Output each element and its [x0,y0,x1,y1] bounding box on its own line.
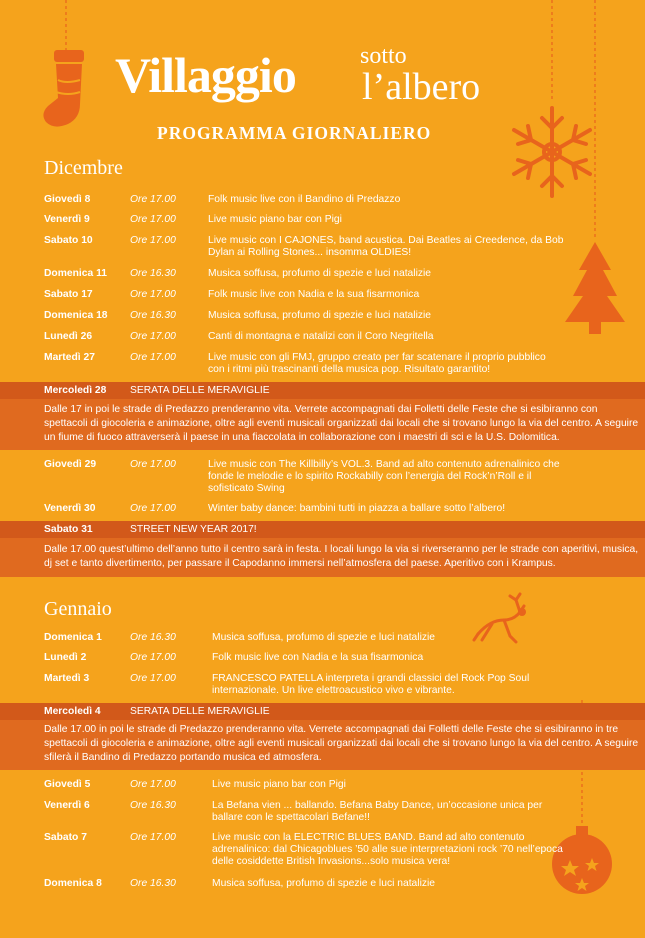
event-day: Domenica 11 [44,268,107,279]
poster-header [0,0,645,150]
title-sotto: sotto [360,43,407,69]
event-day: Domenica 18 [44,310,108,321]
month-heading-dicembre: Dicembre [44,157,123,179]
event-desc: Live music con la ELECTRIC BLUES BAND. Band ad alto contenuto adrenalinico: dal Chicagoblues ’50 alle sue interpretazioni rock ’70 nell’epoca delle cosiddette British Invasions...solo musica vera! [212,832,563,867]
event-day: Venerdì 6 [44,800,90,811]
event-time: Ore 16.30 [130,632,176,643]
event-time: Ore 17.00 [130,194,176,205]
event-day: Sabato 17 [44,289,93,300]
event-desc: Winter baby dance: bambini tutti in piazza a ballare sotto l’albero! [208,503,506,514]
event-day: Giovedì 8 [44,194,91,205]
special-event-header [0,521,645,538]
event-time: Ore 17.00 [130,779,176,790]
event-desc: Folk music live con Nadia e la sua fisarmonica [208,289,420,300]
event-desc: Musica soffusa, profumo di spezie e luci natalizie [212,632,436,643]
event-time: Ore 16.30 [130,268,176,279]
event-day: Sabato 10 [44,235,93,246]
event-time: Ore 17.00 [130,235,176,246]
event-day: Martedì 27 [44,352,95,363]
event-day: Martedì 3 [44,673,90,684]
event-time: Ore 17.00 [130,214,176,225]
event-day: Venerdì 30 [44,503,96,514]
event-desc: Musica soffusa, profumo di spezie e luci natalizie [208,268,432,279]
special-event-title: SERATA DELLE MERAVIGLIE [130,706,270,717]
event-time: Ore 16.30 [130,310,176,321]
event-desc: Musica soffusa, profumo di spezie e luci natalizie [208,310,432,321]
event-time: Ore 17.00 [130,352,176,363]
event-time: Ore 17.00 [130,673,176,684]
event-time: Ore 17.00 [130,652,176,663]
event-day: Venerdì 9 [44,214,90,225]
special-event-day: Mercoledì 4 [44,706,101,717]
event-time: Ore 17.00 [130,331,176,342]
special-event-day: Mercoledì 28 [44,385,107,396]
event-time: Ore 17.00 [130,289,176,300]
event-day: Sabato 7 [44,832,87,843]
event-desc: Folk music live con il Bandino di Predazzo [208,194,401,205]
subtitle: PROGRAMMA GIORNALIERO [157,123,432,143]
event-desc: Canti di montagna e natalizi con il Coro Negritella [208,331,434,342]
special-event-title: STREET NEW YEAR 2017! [130,524,257,535]
event-time: Ore 16.30 [130,800,176,811]
event-day: Domenica 1 [44,632,102,643]
event-day: Lunedì 26 [44,331,93,342]
event-desc: Folk music live con Nadia e la sua fisarmonica [212,652,424,663]
special-event-body: Dalle 17.00 in poi le strade di Predazzo prenderanno vita. Verrete accompagnati dai Folletti delle Feste che si esibiranno in tre spettacoli di giocoleria e animazione, oltre agli eventi musicali organizzati dai locali che si trovano lungo la via del centro. A seguire sfilerà il Bandino di Predazzo portando musica ed atmosfera. [44,724,639,763]
event-desc: La Befana vien ... ballando. Befana Baby Dance, un’occasione unica per ballare con le spettacolari Befane!! [212,800,543,823]
event-day: Domenica 8 [44,878,102,889]
event-desc: Live music piano bar con Pigi [208,214,342,225]
special-event-header [0,382,645,399]
title-albero: l’albero [362,66,481,108]
event-day: Giovedì 5 [44,779,91,790]
event-desc: Musica soffusa, profumo di spezie e luci natalizie [212,878,436,889]
event-desc: FRANCESCO PATELLA interpreta i grandi classici del Rock Pop Soul internazionale. Un live elettroacustico vivo e vibrante. [212,673,530,696]
special-event-header [0,703,645,720]
special-event-day: Sabato 31 [44,524,93,535]
month-heading-gennaio: Gennaio [44,598,112,620]
special-event-body: Dalle 17 in poi le strade di Predazzo prenderanno vita. Verrete accompagnati dai Folletti delle Feste che si esibiranno con spettacoli di giocoleria e animazione, oltre agli eventi musicali organizzati dai locali che si trovano lungo la via del centro. A seguire un fiume di fuoco attraverserà il paese in una fiaccolata in collaborazione con i maestri di sci e la U.S. Dolomitica. [44,404,639,443]
event-desc: Live music con I CAJONES, band acustica. Dai Beatles ai Creedence, da Bob Dylan ai Rolling Stones... insomma OLDIES! [208,235,564,258]
title-villaggio: Villaggio [115,47,296,103]
event-time: Ore 17.00 [130,503,176,514]
event-day: Giovedì 29 [44,459,97,470]
event-time: Ore 17.00 [130,832,176,843]
event-time: Ore 17.00 [130,459,176,470]
event-time: Ore 16.30 [130,878,176,889]
event-desc: Live music con gli FMJ, gruppo creato per far scatenare il proprio pubblico con i ritmi più trascinanti della musica pop. Risultato garantito! [208,352,546,375]
special-event-title: SERATA DELLE MERAVIGLIE [130,385,270,396]
event-day: Lunedì 2 [44,652,87,663]
event-desc: Live music piano bar con Pigi [212,779,346,790]
event-desc: Live music con The Killbilly’s VOL.3. Band ad alto contenuto adrenalinico che fonde le melodie e lo spirito Rockabilly con l’energia del Rock’n’Roll e il sofisticato Swing [208,459,560,494]
special-event-body: Dalle 17.00 quest’ultimo dell’anno tutto il centro sarà in festa. I locali lungo la via si riverseranno per le strade con aperitivi, musica, dj set e tanto divertimento, per passare il Capodanno immersi nell’atmosfera del paese. Aperitivo con i Krampus. [44,544,639,569]
